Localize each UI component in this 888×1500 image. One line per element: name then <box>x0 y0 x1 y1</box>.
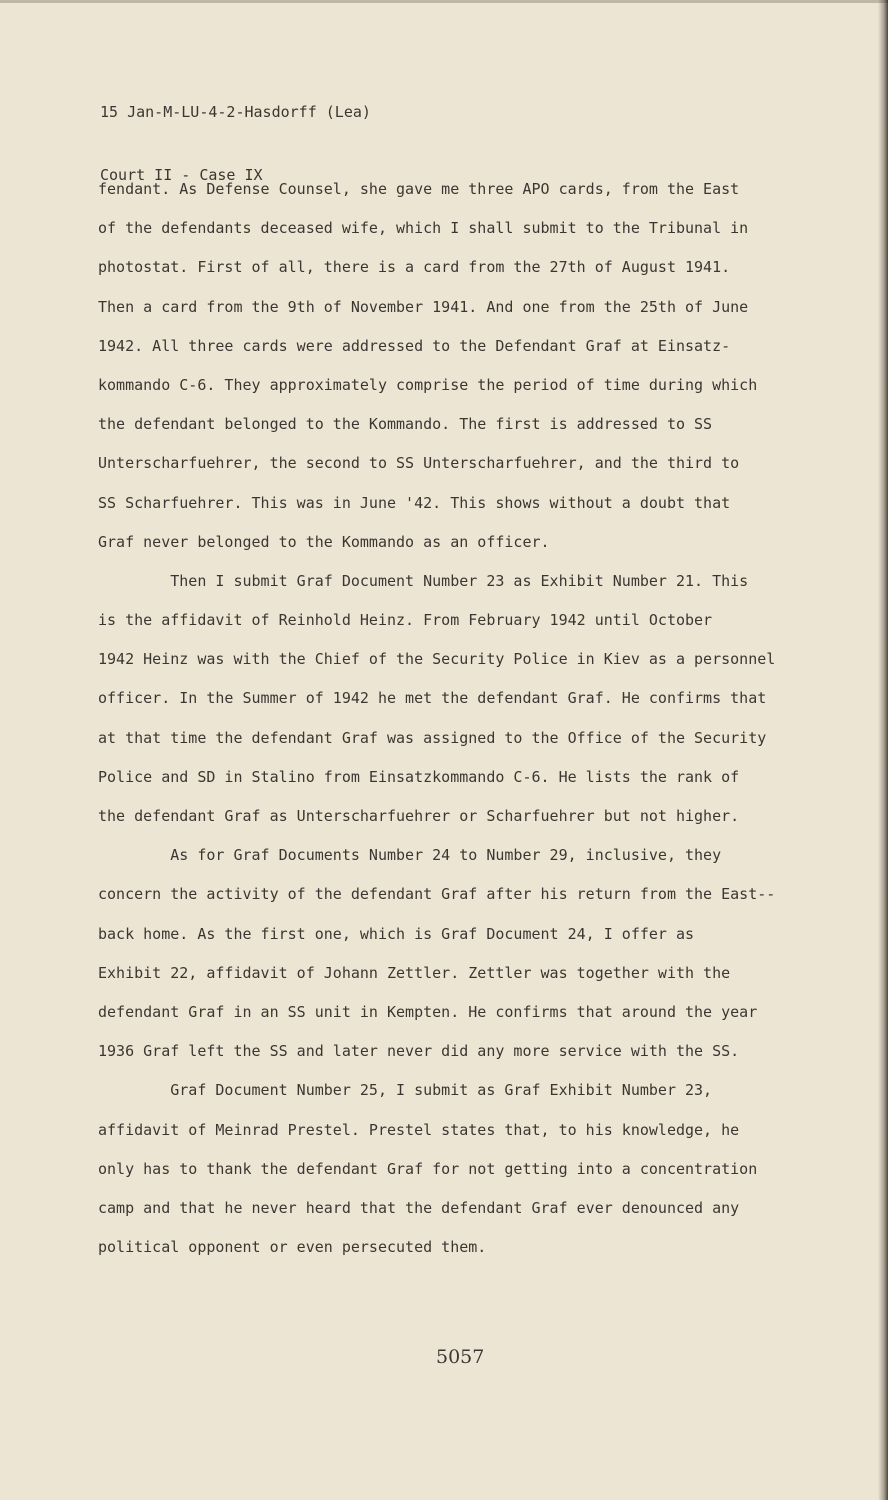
body-line: Then I submit Graf Document Number 23 as Exhibit Number 21. This <box>98 571 749 590</box>
body-line: 1942 Heinz was with the Chief of the Security Police in Kiev as a personnel <box>98 650 776 669</box>
body-line: photostat. First of all, there is a card from the 27th of August 1941. <box>98 258 731 277</box>
body-line: 1942. All three cards were addressed to the Defendant Graf at Einsatz- <box>98 336 731 355</box>
body-line: is the affidavit of Reinhold Heinz. From February 1942 until October <box>98 611 713 630</box>
body-line: the defendant Graf as Unterscharfuehrer or Scharfuehrer but not higher. <box>98 807 740 825</box>
page-right-edge <box>878 0 888 1500</box>
header-court-line: Court II - Case IX <box>100 166 263 184</box>
body-line: kommando C-6. They approximately comprise the period of time during which <box>98 375 758 394</box>
body-line: Then a card from the 9th of November 1941. And one from the 25th of June <box>98 297 749 316</box>
body-line: SS Scharfuehrer. This was in June '42. This shows without a doubt that <box>98 493 731 512</box>
header-reference-line: 15 Jan-M-LU-4-2-Hasdorff (Lea) <box>100 103 371 121</box>
body-line: Graf never belonged to the Kommando as an officer. <box>98 532 550 551</box>
body-line: at that time the defendant Graf was assigned to the Office of the Security <box>98 728 767 747</box>
page-top-edge <box>0 0 888 3</box>
body-line: back home. As the first one, which is Graf Document 24, I offer as <box>98 924 695 943</box>
body-line: defendant Graf in an SS unit in Kempten. He confirms that around the year <box>98 1002 758 1021</box>
body-line: Police and SD in Stalino from Einsatzkommando C-6. He lists the rank of <box>98 767 740 786</box>
body-line: concern the activity of the defendant Graf after his return from the East-- <box>98 885 776 904</box>
body-line: As for Graf Documents Number 24 to Number 29, inclusive, they <box>98 846 722 865</box>
body-line: fendant. As Defense Counsel, she gave me three APO cards, from the East <box>98 180 740 198</box>
body-line: Unterscharfuehrer, the second to SS Unterscharfuehrer, and the third to <box>98 454 740 473</box>
body-line: Exhibit 22, affidavit of Johann Zettler. Zettler was together with the <box>98 963 731 982</box>
page-number: 5057 <box>436 1346 485 1368</box>
body-line: camp and that he never heard that the defendant Graf ever denounced any <box>98 1198 740 1217</box>
body-line: the defendant belonged to the Kommando. The first is addressed to SS <box>98 415 713 434</box>
transcript-body <box>98 170 838 1267</box>
body-line: 1936 Graf left the SS and later never did any more service with the SS. <box>98 1042 740 1061</box>
body-line: political opponent or even persecuted them. <box>98 1238 487 1257</box>
body-line: of the defendants deceased wife, which I shall submit to the Tribunal in <box>98 219 749 238</box>
body-line: officer. In the Summer of 1942 he met the defendant Graf. He confirms that <box>98 689 767 708</box>
body-line: affidavit of Meinrad Prestel. Prestel states that, to his knowledge, he <box>98 1120 740 1139</box>
body-line: Graf Document Number 25, I submit as Graf Exhibit Number 23, <box>98 1081 713 1100</box>
body-line: only has to thank the defendant Graf for not getting into a concentration <box>98 1159 758 1178</box>
